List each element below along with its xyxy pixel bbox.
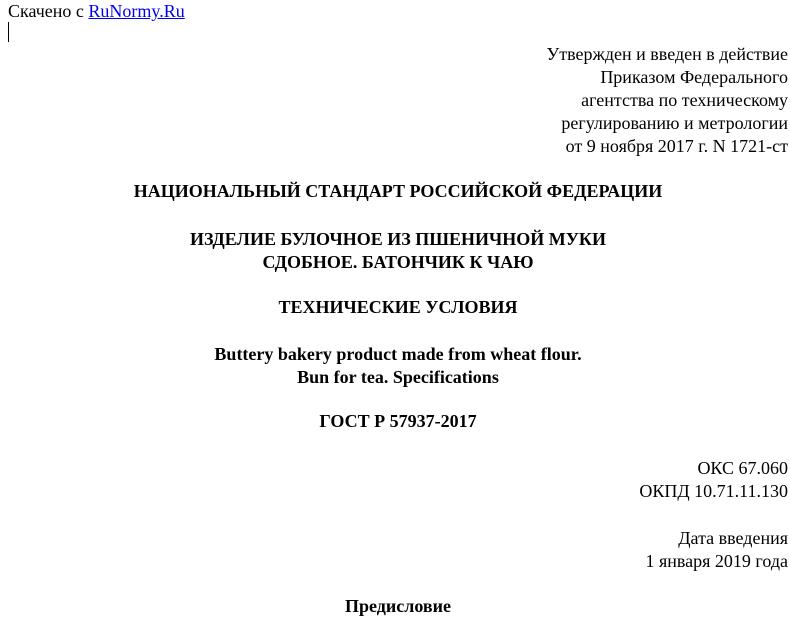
product-title-line: СДОБНОЕ. БАТОНЧИК К ЧАЮ: [262, 252, 534, 272]
tech-title-text: ТЕХНИЧЕСКИЕ УСЛОВИЯ: [278, 297, 518, 317]
approval-line: Утвержден и введен в действие: [546, 44, 788, 64]
okpd-code: ОКПД 10.71.11.130: [639, 481, 788, 501]
approval-line: регулированию и метрологии: [561, 113, 788, 133]
text-caret: [8, 22, 9, 42]
standard-title: [0, 180, 790, 203]
preface-title: [0, 595, 790, 618]
intro-date-block: [488, 527, 788, 573]
tech-title: [0, 296, 790, 319]
english-title: [0, 343, 790, 389]
source-prefix: Скачено с: [8, 1, 89, 21]
classification-block: [488, 457, 788, 503]
intro-date-value: 1 января 2019 года: [645, 551, 788, 571]
approval-block: [388, 43, 788, 158]
product-title-line: ИЗДЕЛИЕ БУЛОЧНОЕ ИЗ ПШЕНИЧНОЙ МУКИ: [189, 229, 606, 249]
approval-line: Приказом Федерального: [600, 67, 788, 87]
standard-title-text: НАЦИОНАЛЬНЫЙ СТАНДАРТ РОССИЙСКОЙ ФЕДЕРАЦИИ: [133, 181, 663, 201]
runormy-link[interactable]: RuNormy.Ru: [88, 1, 185, 21]
approval-line: агентства по техническому: [581, 90, 788, 110]
product-title: [0, 228, 790, 274]
english-title-line: Bun for tea. Specifications: [297, 367, 499, 387]
gost-number: [0, 410, 790, 433]
oks-code: ОКС 67.060: [697, 458, 788, 478]
source-line: [8, 0, 185, 23]
english-title-line: Buttery bakery product made from wheat flour.: [214, 344, 582, 364]
preface-title-text: Предисловие: [345, 596, 451, 616]
gost-number-text: ГОСТ Р 57937-2017: [319, 411, 477, 431]
intro-date-label: Дата введения: [678, 528, 788, 548]
approval-line: от 9 ноября 2017 г. N 1721-ст: [565, 136, 788, 156]
